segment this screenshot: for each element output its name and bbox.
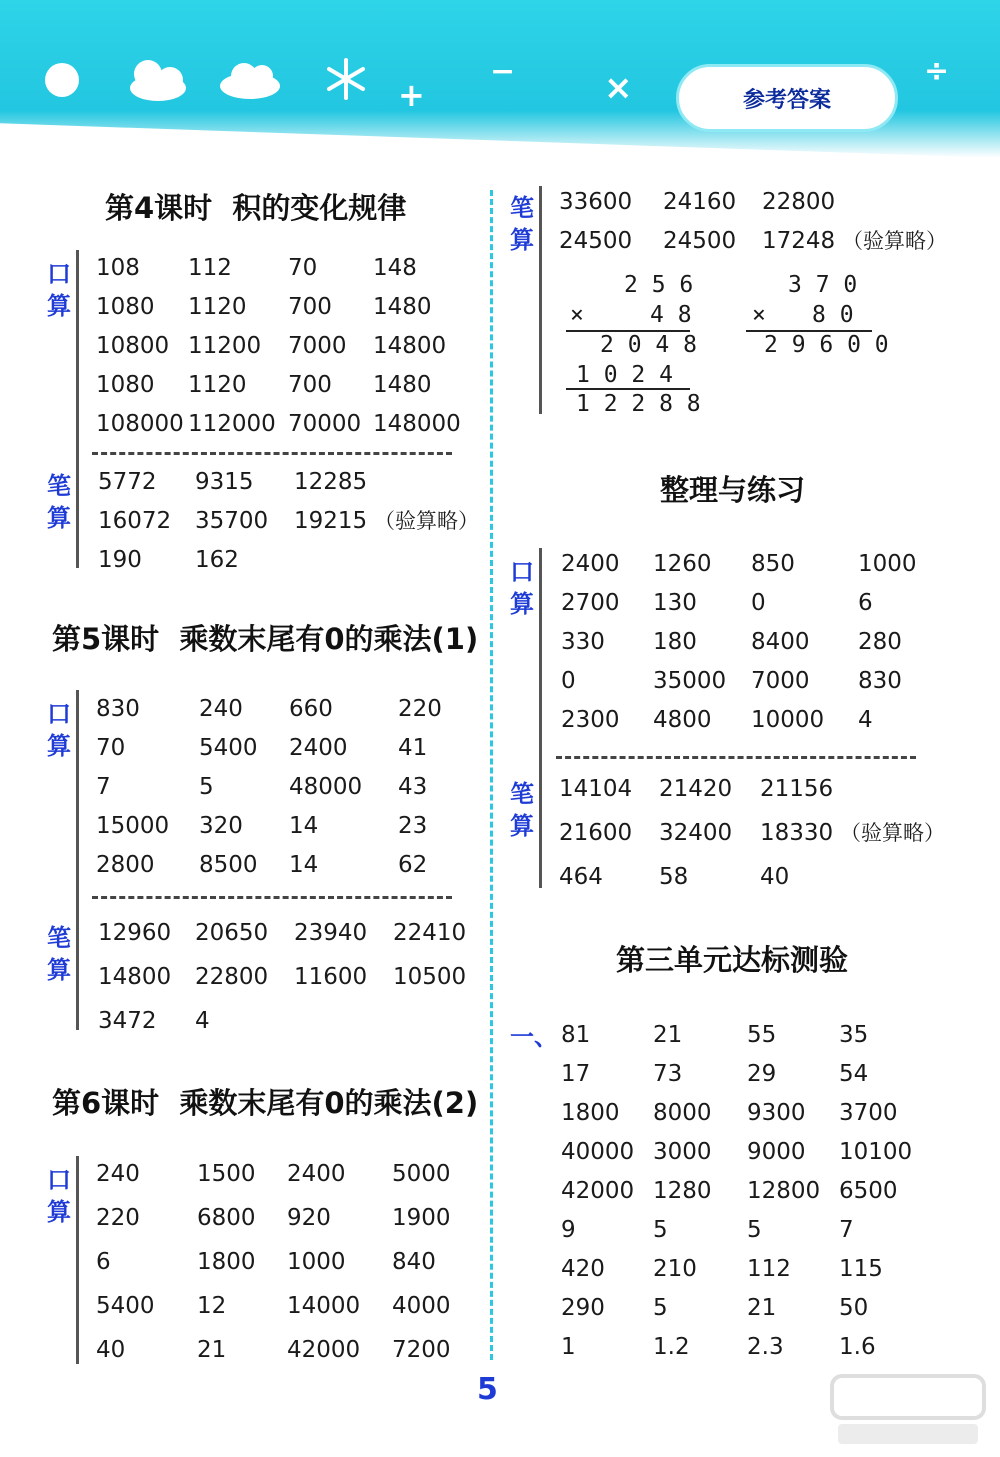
answer-cell: 35700 <box>195 508 269 534</box>
answer-cell: 1500 <box>197 1161 256 1187</box>
answer-cell: 1000 <box>858 551 917 577</box>
answer-cell: 7000 <box>751 668 810 694</box>
answer-cell: 40 <box>96 1337 126 1363</box>
answer-cell: 24160 <box>663 189 737 215</box>
answer-cell: 12960 <box>98 920 172 946</box>
check-omitted-note: （验算略） <box>842 229 947 253</box>
answer-cell: 112000 <box>188 411 276 437</box>
answer-cell: 2.3 <box>747 1334 784 1360</box>
answer-cell: 5400 <box>96 1293 155 1319</box>
check-omitted-note: （验算略） <box>374 509 479 533</box>
answer-cell: 40 <box>760 864 790 890</box>
answer-cell: 5 <box>653 1295 668 1321</box>
answer-cell: 290 <box>561 1295 605 1321</box>
answer-cell: 1000 <box>287 1249 346 1275</box>
answer-cell: 148000 <box>373 411 461 437</box>
section-bar <box>76 690 79 1030</box>
answer-key-badge: 参考答案 <box>676 64 898 132</box>
answer-cell: 1280 <box>653 1178 712 1204</box>
answer-cell: 0 <box>561 668 576 694</box>
answer-cell: 70 <box>288 255 318 281</box>
cloud-icon <box>220 63 280 99</box>
answer-cell: 24500 <box>663 228 737 254</box>
page-number: 5 <box>477 1372 498 1407</box>
answer-cell: 320 <box>199 813 243 839</box>
answer-cell: 5000 <box>392 1161 451 1187</box>
answer-cell: 11600 <box>294 964 368 990</box>
answer-cell: 5 <box>747 1217 762 1243</box>
answer-cell: 1080 <box>96 372 155 398</box>
answer-cell: 112 <box>747 1256 791 1282</box>
answer-cell: 2400 <box>289 735 348 761</box>
answer-cell: 830 <box>858 668 902 694</box>
dashed-separator <box>92 452 452 455</box>
written-calc-tag: 笔算 <box>47 472 71 532</box>
answer-cell: 1260 <box>653 551 712 577</box>
answer-cell: 81 <box>561 1022 591 1048</box>
written-calc-tag: 笔算 <box>47 924 71 984</box>
plus-symbol: + <box>398 76 425 114</box>
answer-cell: 21 <box>747 1295 777 1321</box>
answer-cell: 14000 <box>287 1293 361 1319</box>
answer-cell: 1.6 <box>839 1334 876 1360</box>
answer-cell: 32400 <box>659 820 733 846</box>
answer-cell: 35000 <box>653 668 727 694</box>
question-number: 一、 <box>510 1023 558 1051</box>
answer-cell: 4000 <box>392 1293 451 1319</box>
answer-cell: 7 <box>96 774 111 800</box>
answer-cell: 112 <box>188 255 232 281</box>
written-calc-tag: 笔算 <box>510 780 534 840</box>
answer-cell: 162 <box>195 547 239 573</box>
answer-cell: 240 <box>96 1161 140 1187</box>
answer-cell: 29 <box>747 1061 777 1087</box>
cloud-sun-icon <box>130 60 186 101</box>
answer-cell: 220 <box>96 1205 140 1231</box>
divide-symbol: ÷ <box>924 54 950 89</box>
answer-cell: 43 <box>398 774 428 800</box>
watermark-logo <box>828 1372 988 1450</box>
answer-cell: 3700 <box>839 1100 898 1126</box>
answer-cell: 23940 <box>294 920 368 946</box>
answer-cell: 21600 <box>559 820 633 846</box>
answer-cell: 21420 <box>659 776 733 802</box>
answer-cell: 62 <box>398 852 428 878</box>
answer-cell: 8400 <box>751 629 810 655</box>
answer-cell: 3472 <box>98 1008 157 1034</box>
answer-cell: 5400 <box>199 735 258 761</box>
answer-cell: 6 <box>858 590 873 616</box>
section-bar <box>76 250 79 568</box>
answer-cell: 70000 <box>288 411 362 437</box>
answer-cell: 7 <box>839 1217 854 1243</box>
answer-cell: 4 <box>858 707 873 733</box>
answer-cell: 42000 <box>287 1337 361 1363</box>
answer-cell: 23 <box>398 813 428 839</box>
answer-cell: 54 <box>839 1061 869 1087</box>
answer-cell: 17248 <box>762 228 836 254</box>
answer-cell: 7200 <box>392 1337 451 1363</box>
answer-cell: 58 <box>659 864 689 890</box>
answer-cell: 35 <box>839 1022 869 1048</box>
answer-cell: 4800 <box>653 707 712 733</box>
answer-cell: 8500 <box>199 852 258 878</box>
answer-cell: 115 <box>839 1256 883 1282</box>
answer-cell: 12285 <box>294 469 368 495</box>
section-bar <box>539 548 542 888</box>
answer-cell: 464 <box>559 864 603 890</box>
answer-cell: 2400 <box>561 551 620 577</box>
answer-cell: 5772 <box>98 469 157 495</box>
answer-cell: 21 <box>197 1337 227 1363</box>
answer-cell: 33600 <box>559 189 633 215</box>
answer-cell: 2700 <box>561 590 620 616</box>
answer-cell: 41 <box>398 735 428 761</box>
answer-cell: 14 <box>289 813 319 839</box>
answer-cell: 6500 <box>839 1178 898 1204</box>
answer-cell: 14800 <box>373 333 447 359</box>
answer-cell: 9300 <box>747 1100 806 1126</box>
lesson4-title: 第4课时 积的变化规律 <box>105 191 407 225</box>
answer-cell: 7000 <box>288 333 347 359</box>
answer-cell: 19215 <box>294 508 368 534</box>
answer-cell: 22800 <box>195 964 269 990</box>
answer-cell: 15000 <box>96 813 170 839</box>
dashed-separator <box>556 756 916 759</box>
answer-cell: 108000 <box>96 411 184 437</box>
answer-cell: 1800 <box>197 1249 256 1275</box>
answer-cell: 22410 <box>393 920 467 946</box>
oral-calc-tag: 口算 <box>47 1166 71 1226</box>
answer-cell: 2300 <box>561 707 620 733</box>
answer-cell: 17 <box>561 1061 591 1087</box>
oral-calc-tag: 口算 <box>510 558 534 618</box>
answer-cell: 16072 <box>98 508 172 534</box>
answer-cell: 700 <box>288 294 332 320</box>
answer-cell: 840 <box>392 1249 436 1275</box>
column-divider <box>490 190 493 1360</box>
answer-cell: 1120 <box>188 372 247 398</box>
answer-cell: 920 <box>287 1205 331 1231</box>
answer-cell: 12800 <box>747 1178 821 1204</box>
answer-cell: 148 <box>373 255 417 281</box>
answer-cell: 55 <box>747 1022 777 1048</box>
answer-cell: 5 <box>653 1217 668 1243</box>
answer-cell: 280 <box>858 629 902 655</box>
answer-cell: 70 <box>96 735 126 761</box>
answer-cell: 1480 <box>373 294 432 320</box>
oral-calc-tag: 口算 <box>47 700 71 760</box>
answer-cell: 1.2 <box>653 1334 690 1360</box>
answer-cell: 108 <box>96 255 140 281</box>
answer-cell: 20650 <box>195 920 269 946</box>
review-title: 整理与练习 <box>660 473 806 507</box>
answer-cell: 18330 <box>760 820 834 846</box>
answer-cell: 14800 <box>98 964 172 990</box>
answer-cell: 50 <box>839 1295 869 1321</box>
answer-cell: 660 <box>289 696 333 722</box>
answer-cell: 10000 <box>751 707 825 733</box>
answer-cell: 3000 <box>653 1139 712 1165</box>
answer-cell: 1120 <box>188 294 247 320</box>
sun-icon <box>45 63 79 97</box>
minus-symbol: − <box>490 54 516 89</box>
answer-cell: 240 <box>199 696 243 722</box>
answer-cell: 12 <box>197 1293 227 1319</box>
answer-cell: 9315 <box>195 469 254 495</box>
answer-cell: 5 <box>199 774 214 800</box>
section-bar <box>76 1156 79 1364</box>
answer-cell: 1 <box>561 1334 576 1360</box>
answer-cell: 190 <box>98 547 142 573</box>
answer-cell: 1480 <box>373 372 432 398</box>
answer-cell: 1080 <box>96 294 155 320</box>
answer-cell: 10100 <box>839 1139 913 1165</box>
answer-cell: 1800 <box>561 1100 620 1126</box>
answer-cell: 850 <box>751 551 795 577</box>
answer-cell: 9000 <box>747 1139 806 1165</box>
answer-cell: 73 <box>653 1061 683 1087</box>
answer-cell: 10800 <box>96 333 170 359</box>
answer-cell: 48000 <box>289 774 363 800</box>
answer-cell: 14 <box>289 852 319 878</box>
answer-cell: 220 <box>398 696 442 722</box>
answer-cell: 180 <box>653 629 697 655</box>
answer-cell: 2400 <box>287 1161 346 1187</box>
answer-cell: 9 <box>561 1217 576 1243</box>
lesson5-title: 第5课时 乘数末尾有0的乘法(1) <box>52 622 479 656</box>
answer-cell: 10500 <box>393 964 467 990</box>
answer-cell: 4 <box>195 1008 210 1034</box>
times-symbol: × <box>604 68 633 108</box>
answer-cell: 2800 <box>96 852 155 878</box>
snowflake-icon <box>329 60 363 98</box>
unit-test-title: 第三单元达标测验 <box>616 943 849 977</box>
check-omitted-note: （验算略） <box>840 821 945 845</box>
answer-cell: 210 <box>653 1256 697 1282</box>
answer-cell: 420 <box>561 1256 605 1282</box>
answer-cell: 14104 <box>559 776 633 802</box>
answer-cell: 830 <box>96 696 140 722</box>
answer-cell: 700 <box>288 372 332 398</box>
oral-calc-tag: 口算 <box>47 260 71 320</box>
answer-cell: 330 <box>561 629 605 655</box>
answer-cell: 42000 <box>561 1178 635 1204</box>
answer-cell: 21 <box>653 1022 683 1048</box>
lesson6-title: 第6课时 乘数末尾有0的乘法(2) <box>52 1086 479 1120</box>
answer-cell: 8000 <box>653 1100 712 1126</box>
dashed-separator <box>92 896 452 899</box>
answer-cell: 130 <box>653 590 697 616</box>
answer-cell: 0 <box>751 590 766 616</box>
written-calc-tag: 笔算 <box>510 194 534 254</box>
answer-cell: 11200 <box>188 333 262 359</box>
answer-cell: 40000 <box>561 1139 635 1165</box>
answer-cell: 1900 <box>392 1205 451 1231</box>
answer-cell: 24500 <box>559 228 633 254</box>
answer-cell: 6800 <box>197 1205 256 1231</box>
answer-cell: 21156 <box>760 776 834 802</box>
section-bar <box>539 186 542 414</box>
answer-cell: 22800 <box>762 189 836 215</box>
answer-cell: 6 <box>96 1249 111 1275</box>
